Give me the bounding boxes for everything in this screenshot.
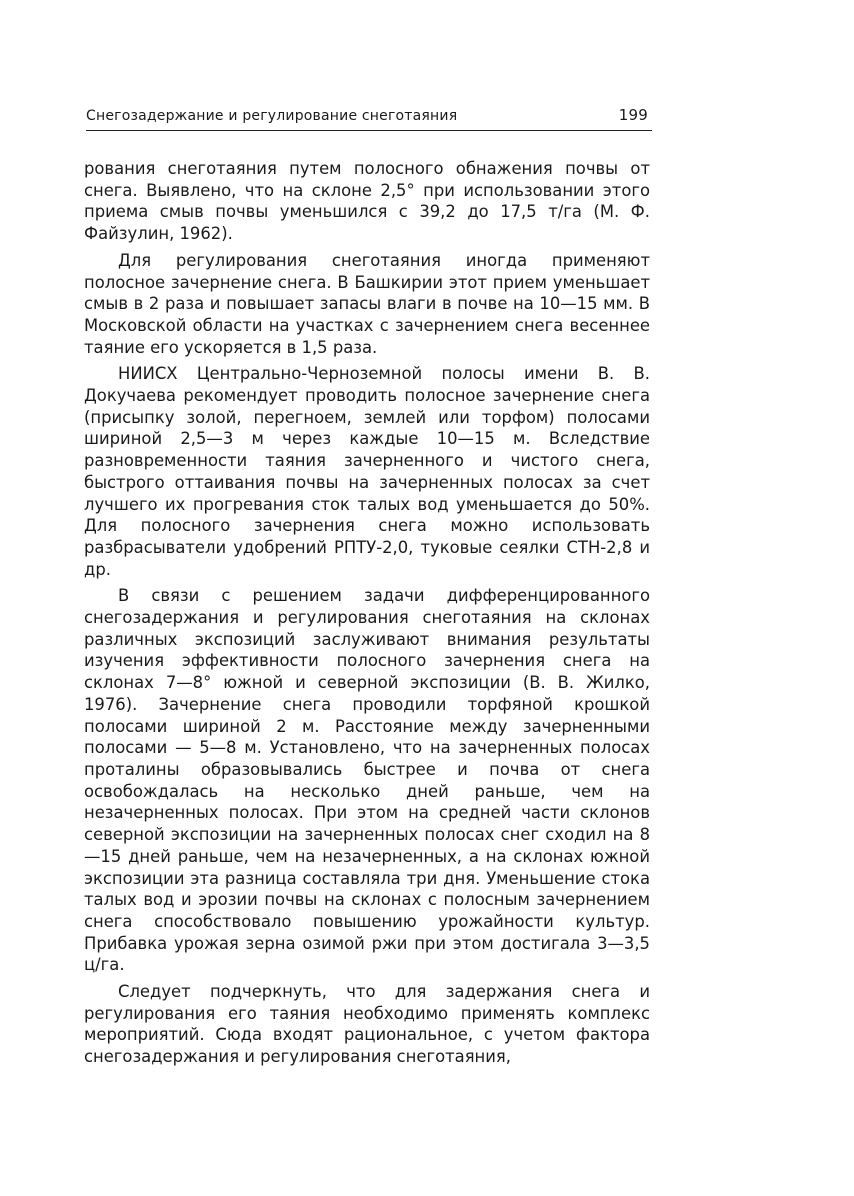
- paragraph-niiskh: НИИСХ Центрально-Черноземной полосы имени В. В. Докучаева рекомендует проводить полосное зачернение снега (присыпку золой, перегноем, землей или торфом) полосами шириной 2,5—3 м через каждые 10—15 м. Вследствие разновременности таяния зачерненного и чистого снега, быстрого оттаивания почвы на зачерненных полосах за счет лучшего их прогревания сток талых вод уменьшается до 50%. Для полосного зачернения снега можно использовать разбрасыватели удобрений РПТУ-2,0, туковые сеялки СТН-2,8 и др.: [84, 364, 650, 579]
- paragraph-blackening: Для регулирования снеготаяния иногда применяют полосное зачернение снега. В Башкирии этот прием уменьшает смыв в 2 раза и повышает запасы влаги в почве на 10—15 мм. В Московской области на участках с зачернением снега весеннее таяние его ускоряется в 1,5 раза.: [84, 250, 650, 357]
- header-rule: [86, 130, 652, 131]
- body-text: [84, 158, 650, 1073]
- page-number: 199: [618, 106, 648, 124]
- paragraph-complex: Следует подчеркнуть, что для задержания снега и регулирования его таяния необходимо применять комплекс мероприятий. Сюда входят рациональное, с учетом фактора снегозадержания и регулирования снеготаяния,: [84, 982, 650, 1067]
- running-title: Снегозадержание и регулирование снеготаяния: [86, 108, 458, 124]
- paragraph-continued: рования снеготаяния путем полосного обнажения почвы от снега. Выявлено, что на склоне 2,5° при использовании этого приема смыв почвы уменьшился с 39,2 до 17,5 т/га (М. Ф. Файзулин, 1962).: [84, 159, 650, 244]
- running-head: [86, 106, 652, 130]
- paragraph-slopes: В связи с решением задачи дифференцированного снегозадержания и регулирования снеготаяния на склонах различных экспозиций заслуживают внимания результаты изучения эффективности полосного зачернения снега на склонах 7—8° южной и северной экспозиции (В. В. Жилко, 1976). Зачернение снега проводили торфяной крошкой полосами шириной 2 м. Расстояние между зачерненными полосами — 5—8 м. Установлено, что на зачерненных полосах проталины образовывались быстрее и почва от снега освобождалась на несколько дней раньше, чем на незачерненных полосах. При этом на средней части склонов северной экспозиции на зачерненных полосах снег сходил на 8—15 дней раньше, чем на незачерненных, а на склонах южной экспозиции эта разница составляла три дня. Уменьшение стока талых вод и эрозии почвы на склонах с полосным зачернением снега способствовало повышению урожайности культур. Прибавка урожая зерна озимой ржи при этом достигала 3—3,5 ц/га.: [84, 586, 650, 975]
